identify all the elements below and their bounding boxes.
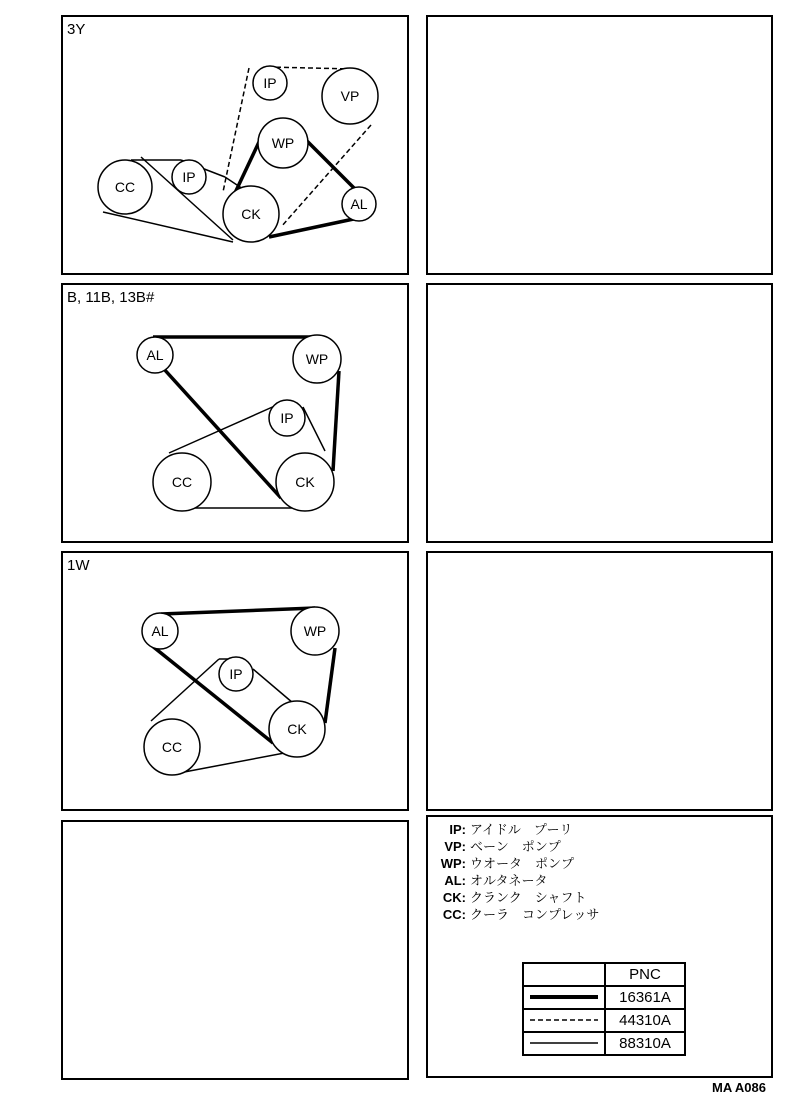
legend-item (434, 855, 599, 872)
empty-panel (61, 820, 409, 1080)
legend-name: ウオータ ポンプ (470, 856, 575, 871)
diagram-panel-b-11b-13b (61, 283, 409, 543)
label-wp: WP (271, 135, 295, 151)
table-row (523, 1032, 685, 1055)
legend-code: WP: (440, 856, 466, 871)
label-al: AL (146, 347, 164, 363)
label-al: AL (151, 623, 169, 639)
belt-diagram (63, 553, 407, 809)
belt-diagram (63, 17, 407, 273)
legend-code: CK: (442, 890, 466, 905)
label-ip: IP (229, 666, 243, 682)
legend-name: オルタネータ (470, 873, 548, 888)
line-sample-thick (523, 986, 605, 1009)
pnc-code: 88310A (605, 1032, 685, 1055)
pnc-table (522, 962, 686, 1056)
label-ck: CK (241, 206, 261, 222)
legend-name: クランク シャフト (470, 890, 587, 905)
legend-code: VP: (444, 839, 466, 854)
label-ip: IP (263, 75, 277, 91)
empty-panel (426, 283, 773, 543)
legend-name: クーラ コンプレッサ (470, 907, 600, 922)
legend-item (434, 889, 599, 906)
table-row (523, 1009, 685, 1032)
label-vp: VP (340, 88, 360, 104)
legend-panel (426, 815, 773, 1078)
label-cc: CC (114, 179, 136, 195)
table-header-pnc: PNC (605, 963, 685, 986)
table-row (523, 986, 685, 1009)
label-cc: CC (171, 474, 193, 490)
empty-panel (426, 15, 773, 275)
pnc-code: 16361A (605, 986, 685, 1009)
legend-item (434, 906, 599, 923)
legend-item (434, 838, 599, 855)
label-ck: CK (287, 721, 307, 737)
document-code: MA A086 (712, 1080, 766, 1095)
panel-title: B, 11B, 13B# (67, 289, 155, 306)
legend-code: IP: (449, 822, 466, 837)
line-sample-thin (523, 1032, 605, 1055)
legend-code: AL: (444, 873, 466, 888)
label-al: AL (350, 196, 368, 212)
line-sample-dashed (523, 1009, 605, 1032)
diagram-panel-3y (61, 15, 409, 275)
label-ip: IP (280, 410, 294, 426)
legend-name: ベーン ポンプ (470, 839, 561, 854)
label-cc: CC (161, 739, 183, 755)
pnc-code: 44310A (605, 1009, 685, 1032)
label-ip: IP (182, 169, 196, 185)
legend-code: CC: (442, 907, 466, 922)
belt-diagram (63, 285, 407, 541)
label-wp: WP (305, 351, 329, 367)
legend-name: アイドル プーリ (470, 822, 573, 837)
legend-item (434, 821, 599, 838)
label-ck: CK (295, 474, 315, 490)
panel-title: 3Y (67, 21, 86, 38)
empty-panel (426, 551, 773, 811)
abbreviation-legend (434, 821, 599, 923)
legend-item (434, 872, 599, 889)
table-header-row (523, 963, 685, 986)
table-header-blank (523, 963, 605, 986)
label-wp: WP (303, 623, 327, 639)
panel-title: 1W (67, 557, 90, 574)
diagram-panel-1w (61, 551, 409, 811)
